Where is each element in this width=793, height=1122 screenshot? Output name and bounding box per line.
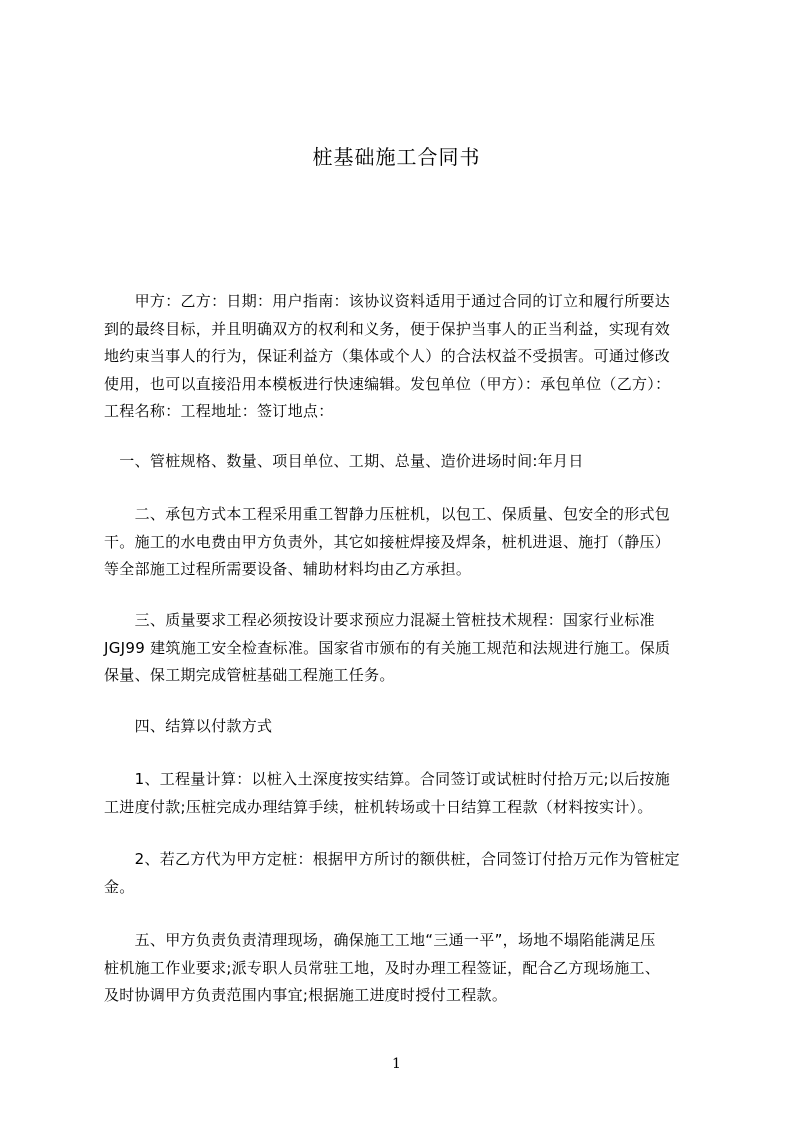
- paragraph-line: 保量、保工期完成管桩基础工程施工任务。: [104, 666, 395, 684]
- paragraph-section-3: [104, 607, 709, 690]
- paragraph-line: 等全部施工过程所需要设备、辅助材料均由乙方承担。: [104, 560, 472, 578]
- document-title: 桩基础施工合同书: [312, 145, 481, 169]
- paragraph-line: 三、质量要求工程必须按设计要求预应力混凝土管桩技术规程：国家行业标准: [104, 611, 655, 629]
- paragraph-line: 五、甲方负责负责清理现场，确保施工工地“三通一平”，场地不塌陷能满足压: [104, 931, 656, 949]
- paragraph-section-4-2: [104, 846, 709, 901]
- paragraph-line: 及时协调甲方负责范围内事宜;根据施工进度时授付工程款。: [104, 986, 508, 1004]
- paragraph-line: 二、承包方式本工程采用重工智静力压桩机，以包工、保质量、包安全的形式包: [104, 505, 671, 523]
- paragraph-line: 使用，也可以直接沿用本模板进行快速编辑。发包单位（甲方）：承包单位（乙方）：: [104, 374, 671, 393]
- paragraph-line: 1、工程量计算：以桩入土深度按实结算。合同签订或试桩时付拾万元;以后按施: [104, 770, 671, 788]
- paragraph-section-1: [104, 448, 709, 476]
- paragraph-line: 工进度付款;压桩完成办理结算手续，桩机转场或十日结算工程款（材料按实计）。: [104, 797, 653, 816]
- paragraph-section-5: [104, 927, 709, 1010]
- paragraph-intro: [104, 288, 709, 426]
- paragraph-line: 四、结算以付款方式: [104, 717, 273, 735]
- paragraph-line: 桩机施工作业要求;派专职人员常驻工地，及时办理工程签证，配合乙方现场施工、: [104, 958, 661, 977]
- paragraph-line: 干。施工的水电费由甲方负责外，其它如接桩焊接及焊条，桩机进退、施打（静压）: [104, 532, 671, 551]
- paragraph-line: 金。: [104, 877, 135, 896]
- paragraph-line: 到的最终目标，并且明确双方的权利和义务，便于保护当事人的正当利益，实现有效: [104, 319, 671, 338]
- paragraph-line: 甲方：乙方：日期：用户指南：该协议资料适用于通过合同的订立和履行所要达: [104, 292, 671, 310]
- paragraph-line: JGJ99 建筑施工安全检查标准。国家省市颁布的有关施工规范和法规进行施工。保质: [104, 638, 671, 657]
- paragraph-section-4-1: [104, 766, 709, 821]
- paragraph-section-4: [104, 713, 709, 741]
- paragraph-line: 2、若乙方代为甲方定桩：根据甲方所讨的额供桩，合同签订付拾万元作为管桩定: [104, 850, 680, 868]
- paragraph-line: 工程名称：工程地址：签订地点：: [104, 402, 334, 420]
- paragraph-line: 一、管桩规格、数量、项目单位、工期、总量、造价进场时间:年月日: [104, 452, 584, 470]
- paragraph-line: 地约束当事人的行为，保证利益方（集体或个人）的合法权益不受损害。可通过修改: [104, 347, 671, 365]
- page-number: 1: [392, 1056, 401, 1072]
- paragraph-section-2: [104, 501, 709, 584]
